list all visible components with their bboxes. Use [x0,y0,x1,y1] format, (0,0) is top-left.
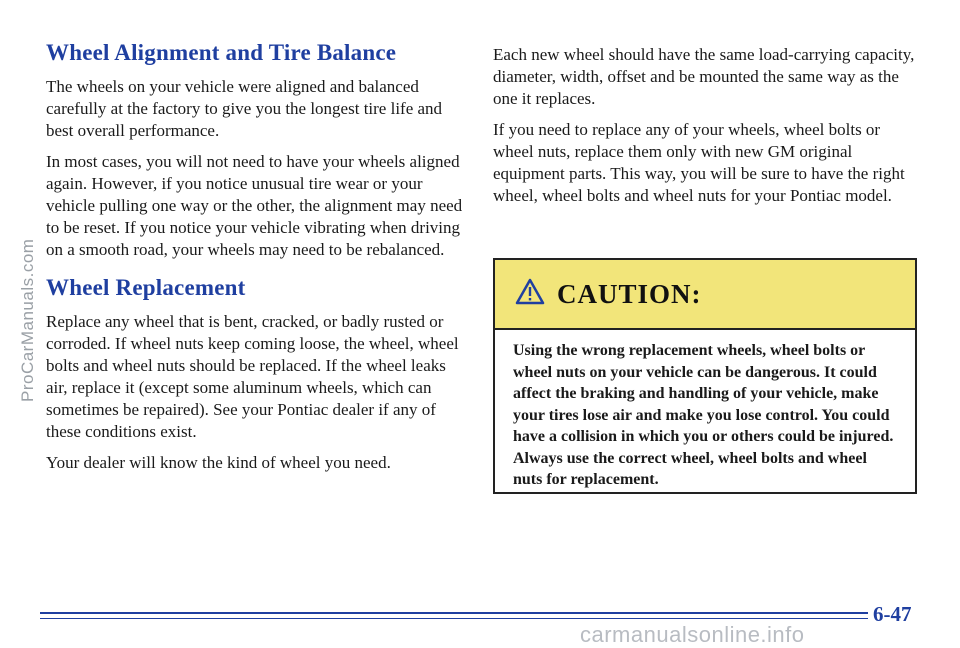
caution-header [495,260,915,330]
paragraph-alignment-details: In most cases, you will not need to have your wheels aligned again. However, if you notice unusual tire wear or your vehicle pulling one way or the other, the alignment may need to be reset. If you notice your vehicle vibrating when driving on a smooth road, your wheels may need to be rebalanced. [46,152,463,259]
left-column [46,40,466,483]
heading-wheel-alignment: Wheel Alignment and Tire Balance [46,40,397,65]
footer-divider-thin [40,618,868,619]
paragraph-dealer-note: Your dealer will know the kind of wheel you need. [46,453,391,472]
paragraph-replacement-details: Replace any wheel that is bent, cracked, or badly rusted or corroded. If wheel nuts keep coming loose, the wheel, wheel bolts and wheel nuts should be replaced. If the wheel leaks air, replace it (except some aluminum wheels, which can sometimes be repaired). See your Pontiac dealer if any of these conditions exist. [46,312,459,441]
warning-triangle-icon [515,278,545,310]
caution-title: CAUTION: [557,278,702,309]
caution-text: Using the wrong replacement wheels, wheel bolts or wheel nuts on your vehicle can be dangerous. It could affect the braking and handling of your vehicle, make your tires lose air and make you lose control. You could have a collision in which you or others could be injured. Always use the correct wheel, wheel bolts and wheel nuts for replacement. [513,342,894,488]
paragraph-gm-parts: If you need to replace any of your wheels, wheel bolts or wheel nuts, replace them only with new GM original equipment parts. This way, you will be sure to have the right wheel, wheel bolts and wheel nuts for your Pontiac model. [493,120,905,205]
caution-box [493,258,917,494]
side-watermark: ProCarManuals.com [18,238,37,402]
bottom-watermark: carmanualsonline.info [580,622,805,647]
right-column [493,44,923,216]
footer-divider [40,612,868,614]
paragraph-new-wheel-specs: Each new wheel should have the same load-carrying capacity, diameter, width, offset and be mounted the same way as the one it replaces. [493,45,915,108]
caution-body [495,330,915,491]
heading-wheel-replacement: Wheel Replacement [46,275,246,300]
paragraph-alignment-intro: The wheels on your vehicle were aligned and balanced carefully at the factory to give you the longest tire life and best overall performance. [46,77,443,140]
page-number: 6-47 [873,602,912,626]
